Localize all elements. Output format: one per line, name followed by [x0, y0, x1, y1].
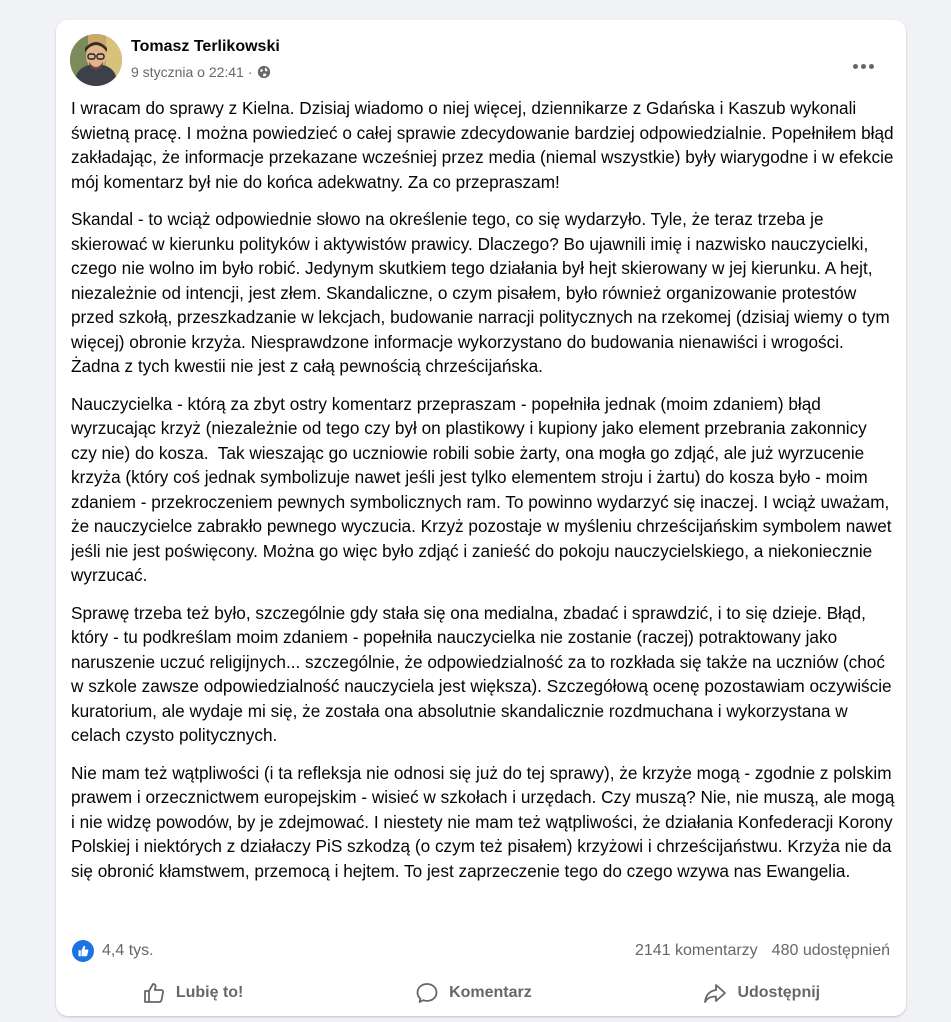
author-avatar[interactable] [70, 34, 122, 86]
post-paragraph: I wracam do sprawy z Kielna. Dzisiaj wiadomo o niej więcej, dziennikarze z Gdańska i Kaszub wykonali świetną pracę. I można powiedzieć o całej sprawie zdecydowanie bardziej odpowiedzialnie. Popełniłem błąd zakładając, że informacje przekazane wcześniej przez media (niemal wszystkie) były wiarygodne i w efekcie mój komentarz był nie do końca adekwatny. Za co przepraszam! [71, 98, 899, 192]
post-paragraph: Nie mam też wątpliwości (i ta refleksja nie odnosi się już do tej sprawy), że krzyże mogą - zgodnie z polskim prawem i orzecznictwem europejskim - wisieć w szkołach i urzędach. Czy muszą? Nie, nie muszą, ale mogą i nie widzę powodów, by je zdejmować. I niestety nie mam też wątpliwości, że działania Konfederacji Korony Polskiej i niektórych z działaczy PiS szkodzą (o czym też pisałem) krzyżowi i chrześcijaństwu. Krzyża nie da się obronić kłamstwem, przemocą i hejtem. To jest zaprzeczenie tego do czego wzywa nas Ewangelia. [71, 762, 900, 881]
more-options-icon[interactable] [848, 56, 878, 76]
reactions-bar [72, 938, 890, 966]
comment-bubble-icon [415, 981, 439, 1005]
like-button-label: Lubię to! [175, 984, 244, 1001]
author-name[interactable]: Tomasz Terlikowski [131, 38, 280, 55]
action-bar [56, 976, 906, 1010]
post-paragraph: Nauczycielka - którą za zbyt ostry komentarz przepraszam - popełniła jednak (moim zdaniem) błąd wyrzucając krzyż (niezależnie od tego czy był on plastikowy i kupiony jako element przebrania zakonnicy czy nie) do kosza. Tak wieszając go uczniowie robili sobie żarty, ona mogła go zdjąć, ale już wyrzucenie krzyża (który coś jednak symbolizuje nawet jeśli jest tylko elementem stroju i żartu) do kosza było - moim zdaniem - przekroczeniem pewnych symbolicznych ram. To powinno wydarzyć się inaczej. I wciąż uważam, że nauczycielce zabrakło pewnego wyczucia. Krzyż pozostaje w myśleniu chrześcijańskim symbolem nawet jeśli nie jest poświęcony. Można go więc było zdjąć i zanieść do pokoju nauczycielskiego, a niekoniecznie wyrzucać. [71, 393, 897, 585]
post-paragraph: Skandal - to wciąż odpowiednie słowo na określenie tego, co się wydarzyło. Tyle, że teraz trzeba je skierować w kierunku polityków i aktywistów prawicy. Dlaczego? Bo ujawnili imię i nazwisko nauczycielki, czego nie wolno im było robić. Jedynym skutkiem tego działania był hejt skierowany w jej kierunku. A hejt, niezależnie od intencji, jest złem. Skandaliczne, o czym pisałem, było również organizowanie protestów przed szkołą, przeszkadzanie w lekcjach, budowanie narracji politycznych na rzekomej (dzisiaj wiemy o tym więcej) obronie krzyża. Niesprawdzone informacje wykorzystano do budowania nienawiści i wrogości. Żadna z tych kwestii nie jest z całą pewnością chrześcijańska. [71, 209, 895, 376]
share-button-label: Udostępnij [737, 984, 821, 1001]
post-date[interactable]: 9 stycznia o 22:41 [131, 64, 244, 80]
thumbs-up-icon [142, 981, 166, 1005]
post-card [56, 20, 906, 1016]
comment-button[interactable] [403, 977, 544, 1009]
meta-separator: · [247, 64, 253, 80]
post-meta [131, 64, 271, 80]
post-stats [635, 942, 890, 960]
like-button[interactable] [130, 977, 256, 1009]
shares-count[interactable]: 480 udostępnień [771, 942, 890, 959]
globe-icon [257, 65, 271, 79]
post-header [70, 34, 892, 90]
share-arrow-icon [703, 981, 727, 1005]
like-reaction-icon[interactable] [72, 940, 94, 962]
post-body [71, 96, 900, 896]
post-paragraph: Sprawę trzeba też było, szczególnie gdy stała się ona medialna, zbadać i sprawdzić, i to się dzieje. Błąd, który - tu podkreślam moim zdaniem - popełniła nauczycielka nie zostanie (raczej) potraktowany jako naruszenie uczuć religijnych... szczególnie, że odpowiedzialność za to rozkłada się także na uczniów (choć w szkole zawsze odpowiedzialność nauczyciela jest większa). Szczegółową ocenę pozostawiam oczywiście kuratorium, ale wydaje mi się, że została ona absolutnie skandalicznie rozdmuchana i wykorzystana w celach czysto politycznych. [71, 602, 897, 745]
reactions-count[interactable]: 4,4 tys. [102, 942, 154, 959]
share-button[interactable] [691, 977, 832, 1009]
comments-count[interactable]: 2141 komentarzy [634, 942, 758, 959]
avatar-photo-icon [70, 34, 122, 86]
comment-button-label: Komentarz [449, 984, 532, 1001]
